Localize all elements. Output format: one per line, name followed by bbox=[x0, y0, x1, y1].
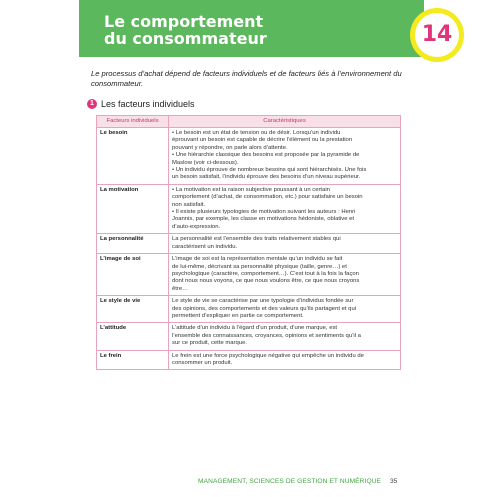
factor-name-cell: La motivation bbox=[97, 184, 169, 233]
chapter-title-line-1: Le comportement bbox=[104, 12, 264, 31]
characteristics-line: L’image de soi est la représentation mentale qu’un individu se fait bbox=[172, 256, 343, 263]
section-heading bbox=[87, 97, 195, 111]
characteristics-line: sur ce produit, cette marque. bbox=[172, 340, 247, 347]
characteristics-line: psychologique (caractère, comportement…). C’est tout à la fois la façon bbox=[172, 270, 359, 277]
chapter-number: 14 bbox=[415, 13, 459, 57]
table-row bbox=[97, 128, 401, 185]
column-header-characteristics: Caractéristiques bbox=[169, 116, 401, 128]
characteristics-line: pouvant y répondre, on parle alors d’attente. bbox=[172, 144, 288, 151]
characteristics-line: Maslow (voir ci-dessous). bbox=[172, 159, 239, 166]
factors-table bbox=[96, 115, 401, 370]
characteristics-line: Joannis, par exemple, les classe en motivations hédoniste, oblative et bbox=[172, 216, 355, 223]
characteristics-line: éprouvant un besoin est capable de décrire l’élément ou la prestation bbox=[172, 137, 353, 144]
column-header-factors: Facteurs individuels bbox=[97, 116, 169, 128]
characteristics-line: l’ensemble des connaissances, croyances, opinions et sentiments qu’il a bbox=[172, 332, 361, 339]
characteristics-line: un besoin satisfait, l’individu éprouve des besoins d’un niveau supérieur. bbox=[172, 174, 361, 181]
characteristics-line: • Un individu éprouve de nombreux besoins qui sont hiérarchisés. Une fois bbox=[172, 167, 367, 174]
factor-name-cell: L’attitude bbox=[97, 323, 169, 350]
characteristics-line: Le frein est une force psychologique négative qui empêche un individu de bbox=[172, 352, 364, 359]
characteristics-cell bbox=[169, 350, 401, 370]
characteristics-line: La personnalité est l’ensemble des traits relativement stables qui bbox=[172, 236, 341, 243]
intro-paragraph: Le processus d’achat dépend de facteurs individuels et de facteurs liés à l’environnement du consommateur. bbox=[91, 69, 402, 88]
characteristics-line: non satisfait. bbox=[172, 201, 206, 208]
characteristics-cell bbox=[169, 128, 401, 185]
chapter-title-line-2: du consommateur bbox=[104, 29, 267, 48]
characteristics-line: des opinions, des comportements et des valeurs qu’ils partagent et qui bbox=[172, 305, 357, 312]
table-body bbox=[97, 128, 401, 370]
characteristics-line: consommer un produit. bbox=[172, 359, 233, 366]
chapter-header bbox=[79, 0, 453, 57]
characteristics-line: permettent d’expliquer en partie ce comportement. bbox=[172, 312, 304, 319]
factor-name-cell: Le besoin bbox=[97, 128, 169, 185]
factor-name-cell: L’image de soi bbox=[97, 254, 169, 296]
characteristics-line: • Le besoin est un état de tension ou de désir. Lorsqu’un individu bbox=[172, 130, 341, 136]
factor-name-cell: Le style de vie bbox=[97, 296, 169, 323]
characteristics-line: d’auto-expression. bbox=[172, 223, 221, 230]
table-row bbox=[97, 323, 401, 350]
characteristics-line: dont nous nous voyons, ce que nous voulons être, ce que nous croyons bbox=[172, 278, 360, 285]
table-row bbox=[97, 350, 401, 370]
section-number-bullet: 1 bbox=[87, 99, 97, 109]
chapter-title bbox=[104, 13, 267, 47]
characteristics-line: Le style de vie se caractérise par une typologie d’individus fondée sur bbox=[172, 298, 354, 305]
characteristics-cell bbox=[169, 296, 401, 323]
characteristics-line: • Une hiérarchie classique des besoins est proposée par la pyramide de bbox=[172, 152, 360, 159]
section-title: Les facteurs individuels bbox=[101, 99, 195, 109]
table-row bbox=[97, 296, 401, 323]
characteristics-line: caractérisent un individu. bbox=[172, 243, 238, 250]
footer-subject: MANAGEMENT, SCIENCES DE GESTION ET NUMÉRIQUE bbox=[198, 478, 382, 485]
characteristics-line: être… bbox=[172, 285, 189, 292]
factor-name-cell: Le frein bbox=[97, 350, 169, 370]
characteristics-cell bbox=[169, 254, 401, 296]
characteristics-cell bbox=[169, 323, 401, 350]
characteristics-line: • La motivation est la raison subjective poussant à un certain bbox=[172, 186, 330, 193]
characteristics-cell bbox=[169, 184, 401, 233]
chapter-number-badge bbox=[410, 8, 464, 62]
table-header-row bbox=[97, 116, 401, 128]
characteristics-line: de lui-même, décrivant sa personnalité physique (taille, genre…) et bbox=[172, 263, 347, 270]
characteristics-cell bbox=[169, 234, 401, 254]
characteristics-line: comportement (d’achat, de consommation, etc.) pour satisfaire un besoin bbox=[172, 194, 363, 201]
page-number: 35 bbox=[390, 478, 398, 485]
table-row bbox=[97, 254, 401, 296]
characteristics-line: • Il existe plusieurs typologies de motivation suivant les auteurs : Henri bbox=[172, 209, 356, 216]
table-row bbox=[97, 234, 401, 254]
table-row bbox=[97, 184, 401, 233]
characteristics-line: L’attitude d’un individu à l’égard d’un produit, d’une marque, est bbox=[172, 325, 338, 332]
factor-name-cell: La personnalité bbox=[97, 234, 169, 254]
